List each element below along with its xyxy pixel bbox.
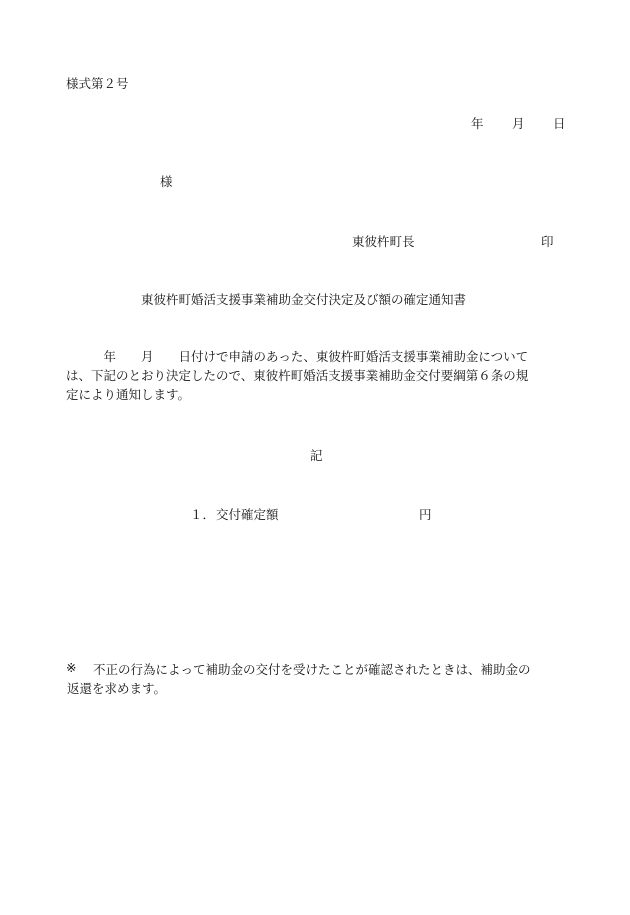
- date-year-label: 年: [471, 116, 484, 131]
- ki-heading: 記: [310, 448, 323, 463]
- body-line: 定により通知します。: [66, 387, 191, 402]
- issuer-name: 東彼杵町長: [352, 234, 415, 249]
- body-paragraph: [66, 347, 566, 404]
- item-number: １．: [190, 507, 216, 522]
- note-line: 不正の行為によって補助金の交付を受けたことが確認されたときは、補助金の: [93, 662, 531, 677]
- note-mark: ※: [66, 660, 77, 675]
- body-line: は、下記のとおり決定したので、東彼杵町婚活支援事業補助金交付要綱第６条の規: [66, 368, 529, 383]
- date-month-label: 月: [512, 116, 525, 131]
- form-number: 様式第２号: [66, 76, 129, 91]
- item-unit: 円: [419, 507, 432, 522]
- seal-mark: 印: [541, 234, 554, 249]
- recipient-suffix: 様: [160, 174, 173, 189]
- item-label: 交付確定額: [216, 507, 279, 522]
- date-day-label: 日: [553, 116, 566, 131]
- document-title: 東彼杵町婚活支援事業補助金交付決定及び額の確定通知書: [141, 292, 467, 307]
- note-line: 返還を求めます。: [67, 681, 167, 696]
- note-text: [67, 660, 531, 698]
- body-line: 年 月 日付けで申請のあった、東彼杵町婚活支援事業補助金について: [66, 349, 529, 364]
